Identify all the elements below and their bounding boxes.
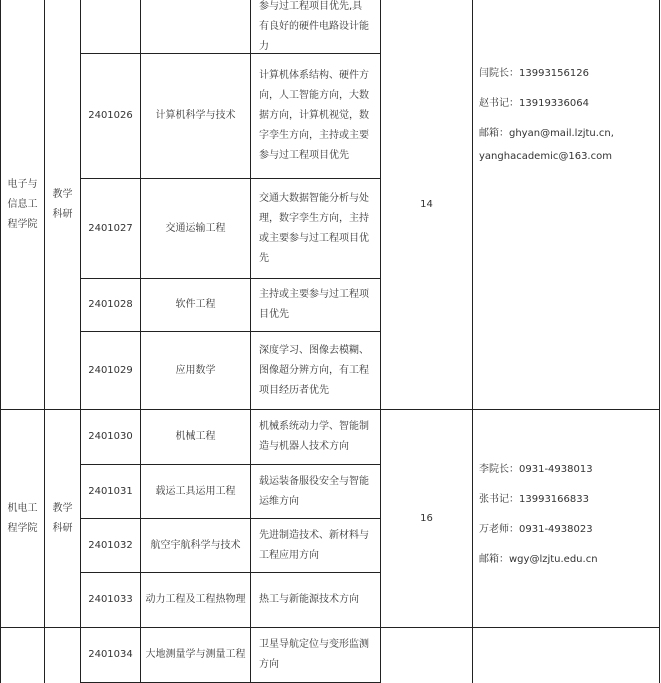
position-type: 教学科研: [52, 502, 73, 534]
contact-email: yanghacademic@163.com: [479, 151, 612, 162]
contact-line: 赵书记：13919336064: [479, 98, 589, 109]
college-name: 机电工程学院: [7, 502, 38, 534]
contact-line: 张书记：13993166833: [479, 494, 589, 505]
requirement-cell: 卫星导航定位与变形监测方向: [259, 639, 369, 670]
major-name: 软件工程: [175, 299, 216, 310]
major-name: 航空宇航科学与技术: [150, 539, 241, 551]
requirement-cell: 载运装备服役安全与智能运维方向: [259, 475, 369, 507]
requirement-cell: 参与过工程项目优先,具有良好的硬件电路设计能力: [259, 0, 369, 52]
position-code: 2401034: [88, 649, 133, 660]
major-name: 动力工程及工程热物理: [145, 594, 246, 605]
contact-email: 邮箱：ghyan@mail.lzjtu.cn,: [479, 128, 614, 139]
major-name: 计算机科学与技术: [155, 110, 236, 121]
position-code: 2401033: [88, 594, 133, 605]
contact-line: 李院长：0931-4938013: [479, 464, 593, 475]
hire-count: 14: [420, 198, 433, 210]
grid-line: [659, 0, 660, 683]
requirement-cell: 计算机体系结构、硬件方向，人工智能方向，大数据方向，计算机视觉，数字孪生方向，主持或主要参与过工程项目优先: [259, 70, 369, 161]
contact-email: 邮箱：wgy@lzjtu.edu.cn: [479, 554, 598, 565]
position-type: 教学科研: [52, 188, 73, 220]
major-name: 载运工具运用工程: [155, 485, 236, 497]
position-code: 2401030: [88, 431, 133, 442]
major-name: 交通运输工程: [165, 222, 226, 234]
position-code: 2401032: [88, 539, 133, 551]
position-code: 2401028: [88, 299, 133, 310]
contact-line: 万老师：0931-4938023: [479, 524, 593, 535]
requirement-cell: 机械系统动力学、智能制造与机器人技术方向: [259, 421, 369, 452]
requirement-cell: 深度学习、图像去模糊、图像超分辨方向，有工程项目经历者优先: [259, 344, 369, 396]
requirement-cell: 热工与新能源技术方向: [259, 594, 359, 605]
contact-line: 闫院长：13993156126: [479, 68, 589, 79]
requirement-cell: 先进制造技术、新材料与工程应用方向: [259, 529, 369, 561]
position-code: 2401031: [88, 485, 133, 497]
college-name: 电子与信息工程学院: [7, 178, 38, 230]
requirement-cell: 主持或主要参与过工程项目优先: [259, 289, 369, 320]
requirement-cell: 交通大数据智能分析与处理，数字孪生方向，主持或主要参与过工程项目优先: [259, 192, 369, 264]
grid-line: [472, 0, 473, 683]
position-code: 2401026: [88, 110, 133, 121]
major-name: 应用数学: [175, 364, 216, 376]
hire-count: 16: [420, 512, 433, 524]
major-name: 大地测量学与测量工程: [145, 649, 246, 660]
position-code: 2401029: [88, 364, 133, 376]
position-code: 2401027: [88, 222, 133, 234]
major-name: 机械工程: [175, 431, 216, 442]
